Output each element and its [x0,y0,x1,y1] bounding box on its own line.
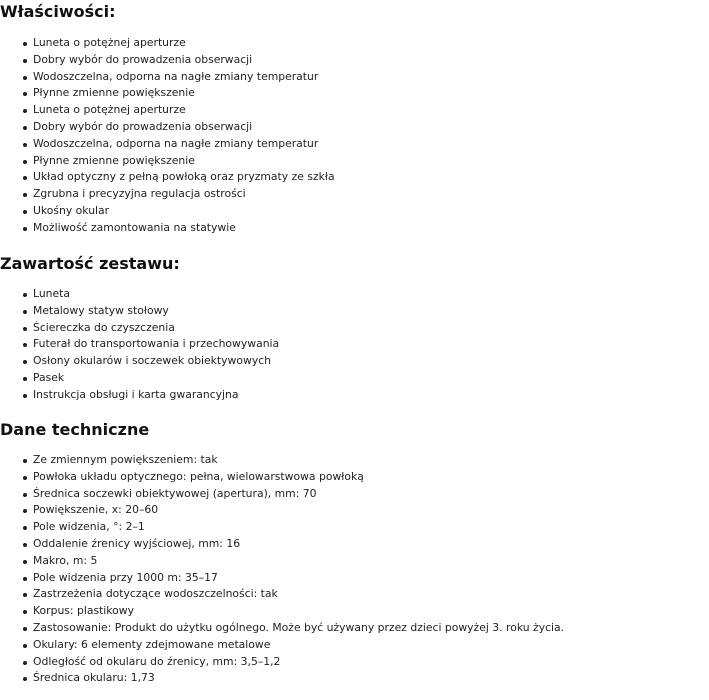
section-heading-properties: Właściwości: [0,2,116,21]
section-heading-kit-contents: Zawartość zestawu: [0,254,180,273]
list-item: Płynne zmienne powiększenie [0,85,700,102]
list-item: Ściereczka do czyszczenia [0,320,700,337]
list-item: Płynne zmienne powiększenie [0,153,700,170]
list-item: Futerał do transportowania i przechowywania [0,336,700,353]
kit-contents-list [0,286,700,404]
list-item: Układ optyczny z pełną powłoką oraz pryzmaty ze szkła [0,169,700,186]
list-item: Zastrzeżenia dotyczące wodoszczelności: tak [0,586,700,603]
list-item: Powłoka układu optycznego: pełna, wielowarstwowa powłoką [0,469,700,486]
list-item: Zastosowanie: Produkt do użytku ogólnego. Może być używany przez dzieci powyżej 3. roku życia. [0,620,700,637]
list-item: Luneta o potężnej aperturze [0,35,700,52]
list-item: Pole widzenia przy 1000 m: 35–17 [0,570,700,587]
list-item: Średnica soczewki obiektywowej (apertura), mm: 70 [0,486,700,503]
list-item: Średnica okularu: 1,73 [0,670,700,687]
list-item: Korpus: plastikowy [0,603,700,620]
list-item: Pasek [0,370,700,387]
list-item: Możliwość zamontowania na statywie [0,220,700,237]
list-item: Luneta o potężnej aperturze [0,102,700,119]
technical-data-list [0,452,700,687]
section-heading-technical-data: Dane techniczne [0,420,150,439]
list-item: Ukośny okular [0,203,700,220]
list-item: Powiększenie, x: 20–60 [0,502,700,519]
list-item: Luneta [0,286,700,303]
list-item: Metalowy statyw stołowy [0,303,700,320]
list-item: Makro, m: 5 [0,553,700,570]
properties-list [0,35,700,237]
list-item: Okulary: 6 elementy zdejmowane metalowe [0,637,700,654]
list-item: Odległość od okularu do źrenicy, mm: 3,5–1,2 [0,654,700,671]
list-item: Oddalenie źrenicy wyjściowej, mm: 16 [0,536,700,553]
list-item: Ze zmiennym powiększeniem: tak [0,452,700,469]
list-item: Zgrubna i precyzyjna regulacja ostrości [0,186,700,203]
list-item: Instrukcja obsługi i karta gwarancyjna [0,387,700,404]
list-item: Osłony okularów i soczewek obiektywowych [0,353,700,370]
list-item: Wodoszczelna, odporna na nagłe zmiany temperatur [0,69,700,86]
list-item: Wodoszczelna, odporna na nagłe zmiany temperatur [0,136,700,153]
list-item: Pole widzenia, °: 2–1 [0,519,700,536]
list-item: Dobry wybór do prowadzenia obserwacji [0,119,700,136]
list-item: Dobry wybór do prowadzenia obserwacji [0,52,700,69]
